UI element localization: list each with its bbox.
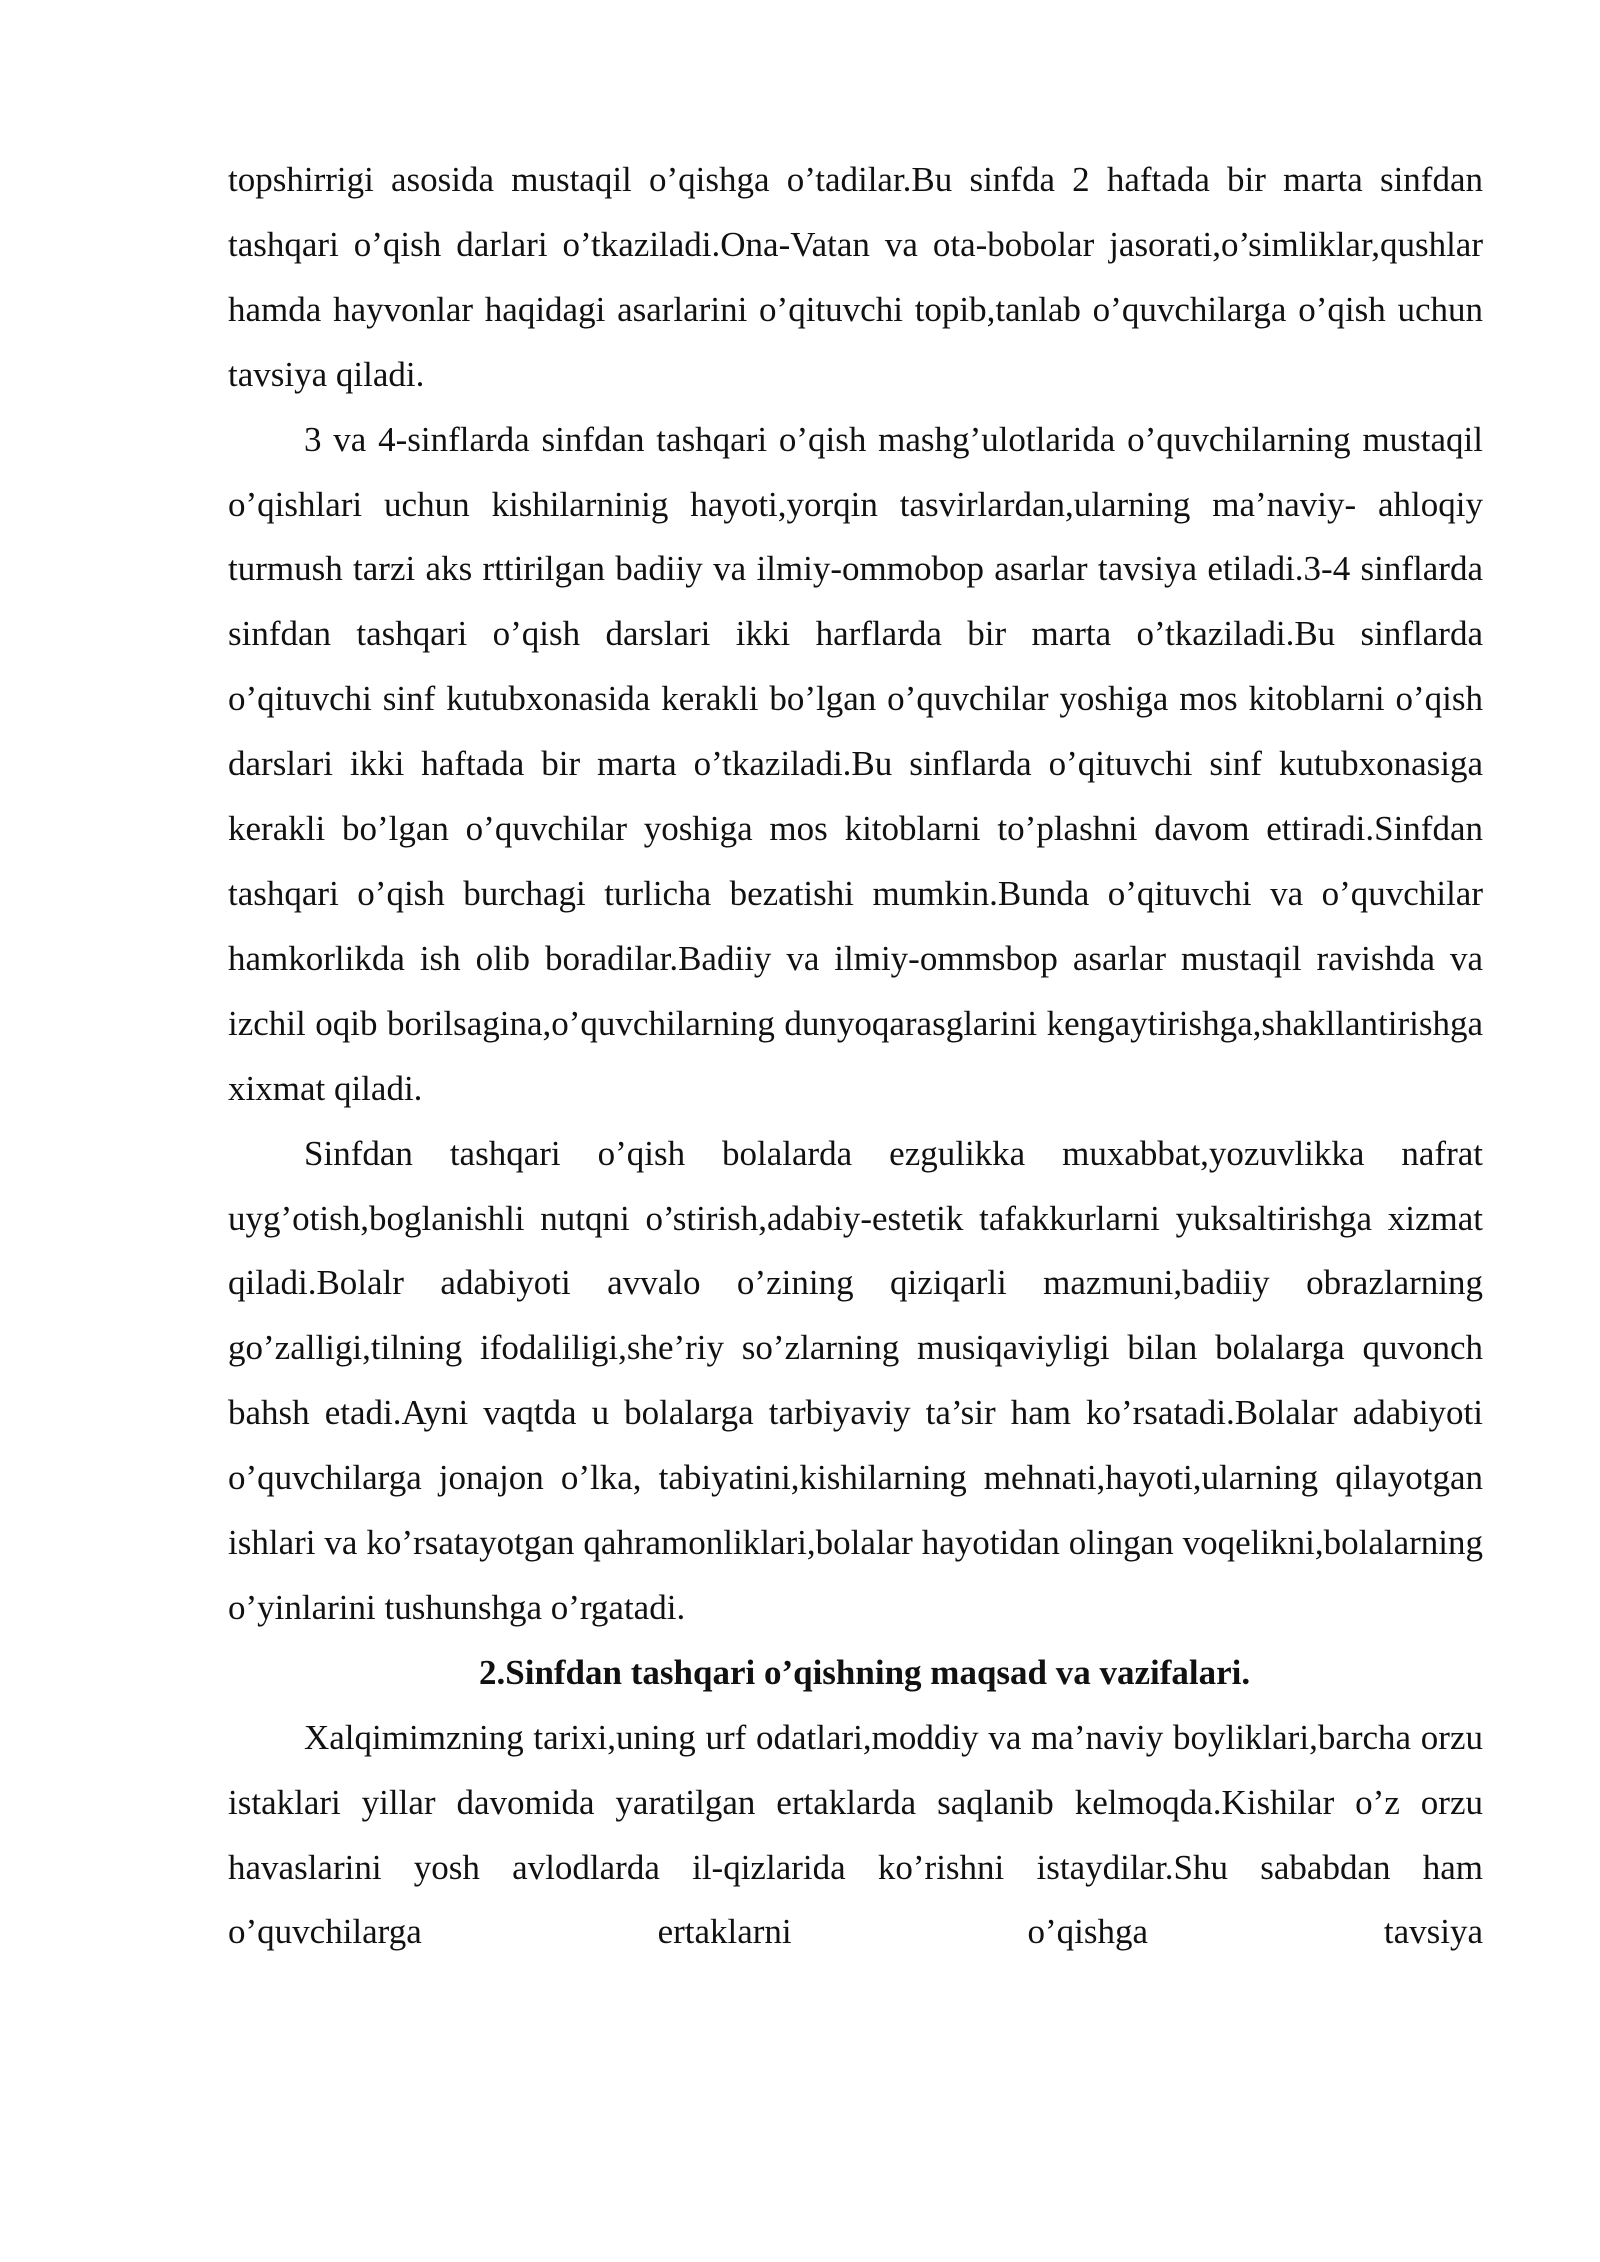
section-heading: 2.Sinfdan tashqari o’qishning maqsad va vazifalari.: [479, 1652, 1251, 1692]
paragraph-grades-3-4: 3 va 4-sinflarda sinfdan tashqari o’qish mashg’ulotlarida o’quvchilarning mustaqil o’qishlari uchun kishilarninig hayoti,yorqin tasvirlardan,ularning ma’naviy- ahloqiy turmush tarzi aks rttirilgan badiiy va ilmiy-ommobop asarlar tavsiya etiladi.3-4 sinflarda sinfdan tashqari o’qish darslari ikki harflarda bir marta o’tkaziladi.Bu sinflarda o’qituvchi sinf kutubxonasida kerakli bo’lgan o’quvchilar yoshiga mos kitoblarni o’qish darslari ikki haftada bir marta o’tkaziladi.Bu sinflarda o’qituvchi sinf kutubxonasiga kerakli bo’lgan o’quvchilar yoshiga mos kitoblarni to’plashni davom ettiradi.Sinfdan tashqari o’qish burchagi turlicha bezatishi mumkin.Bunda o’qituvchi va o’quvchilar hamkorlikda ish olib boradilar.Badiiy va ilmiy-ommsbop asarlar mustaqil ravishda va izchil oqib borilsagina,o’quvchilarning dunyoqarasglarini kengaytirishga,shakllantirishga xixmat qiladi.: [228, 419, 1483, 1108]
paragraph-folk-tales: Xalqimimzning tarixi,uning urf odatlari,moddiy va ma’naviy boyliklari,barcha orzu istaklari yillar davomida yaratilgan ertaklarda saqlanib kelmoqda.Kishilar o’z orzu havaslarini yosh avlodlarda il-qizlarida ko’rishni istaydilar.Shu sababdan ham o’quvchilarga ertaklarni o’qishga tavsiya: [228, 1717, 1483, 1952]
paragraph-continuation: topshirrigi asosida mustaqil o’qishga o’tadilar.Bu sinfda 2 haftada bir marta sinfdan tashqari o’qish darlari o’tkaziladi.Ona-Vatan va ota-bobolar jasorati,o’simliklar,qushlar hamda hayvonlar haqidagi asarlarini o’qituvchi topib,tanlab o’quvchilarga o’qish uchun tavsiya qiladi.: [228, 160, 1483, 394]
document-body: [228, 148, 1483, 1965]
paragraph-extracurricular-reading: Sinfdan tashqari o’qish bolalarda ezgulikka muxabbat,yozuvlikka nafrat uyg’otish,boglanishli nutqni o’stirish,adabiy-estetik tafakkurlarni yuksaltirishga xizmat qiladi.Bolalr adabiyoti avvalo o’zining qiziqarli mazmuni,badiiy obrazlarning go’zalligi,tilning ifodaliligi,she’riy so’zlarning musiqaviyligi bilan bolalarga quvonch bahsh etadi.Ayni vaqtda u bolalarga tarbiyaviy ta’sir ham ko’rsatadi.Bolalar adabiyoti o’quvchilarga jonajon o’lka, tabiyatini,kishilarning mehnati,hayoti,ularning qilayotgan ishlari va ko’rsatayotgan qahramonliklari,bolalar hayotidan olingan voqelikni,bolalarning o’yinlarini tushunshga o’rgatadi.: [228, 1133, 1483, 1627]
